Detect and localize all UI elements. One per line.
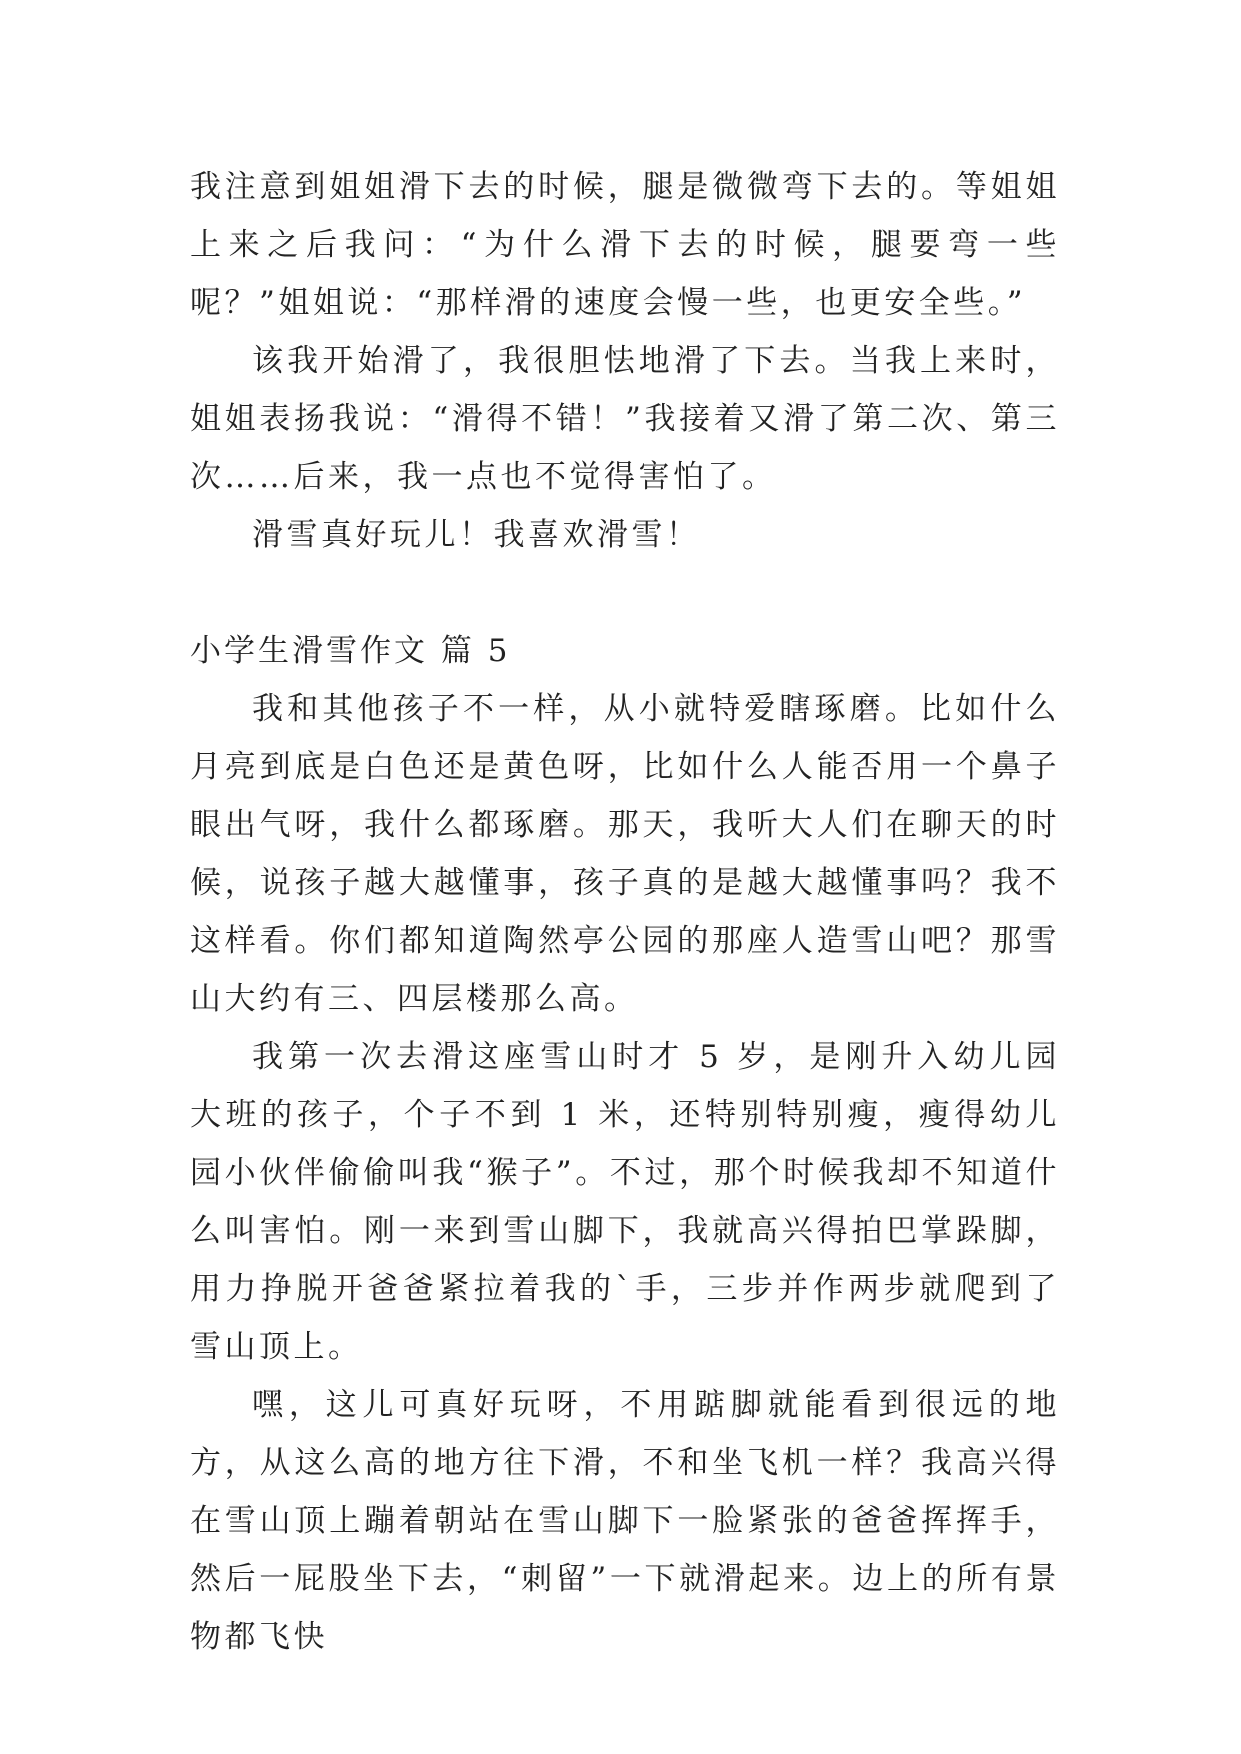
paragraph-my-turn: 该我开始滑了，我很胆怯地滑了下去。当我上来时，姐姐表扬我说：“滑得不错！”我接着又滑了第二次、第三次……后来，我一点也不觉得害怕了。 (190, 343, 1060, 495)
paragraph-first-time: 我第一次去滑这座雪山时才 5 岁，是刚升入幼儿园大班的孩子，个子不到 1 米，还特别特别瘦，瘦得幼儿园小伙伴偷偷叫我“猴子”。不过，那个时候我却不知道什么叫害怕。刚一来到雪山脚下，我就高兴得拍巴掌跺脚，用力挣脱开爸爸紧拉着我的`手，三步并作两步就爬到了雪山顶上。 (190, 1039, 1060, 1365)
paragraph-pondering: 我和其他孩子不一样，从小就特爱瞎琢磨。比如什么月亮到底是白色还是黄色呀，比如什么人能否用一个鼻子眼出气呀，我什么都琢磨。那天，我听大人们在聊天的时候，说孩子越大越懂事，孩子真的是越大越懂事吗？我不这样看。你们都知道陶然亭公园的那座人造雪山吧？那雪山大约有三、四层楼那么高。 (190, 691, 1060, 1017)
paragraph-sister-sliding: 我注意到姐姐滑下去的时候，腿是微微弯下去的。等姐姐上来之后我问：“为什么滑下去的时候，腿要弯一些呢？”姐姐说：“那样滑的速度会慢一些，也更安全些。” (190, 169, 1060, 321)
document-page (190, 158, 1060, 1666)
paragraph-conclusion: 滑雪真好玩儿！我喜欢滑雪！ (252, 517, 701, 553)
section-title: 小学生滑雪作文 篇 5 (190, 633, 511, 669)
paragraph-sliding-down: 嘿，这儿可真好玩呀，不用踮脚就能看到很远的地方，从这么高的地方往下滑，不和坐飞机一样？我高兴得在雪山顶上蹦着朝站在雪山脚下一脸紧张的爸爸挥挥手，然后一屁股坐下去，“刺留”一下就滑起来。边上的所有景物都飞快 (190, 1387, 1060, 1655)
